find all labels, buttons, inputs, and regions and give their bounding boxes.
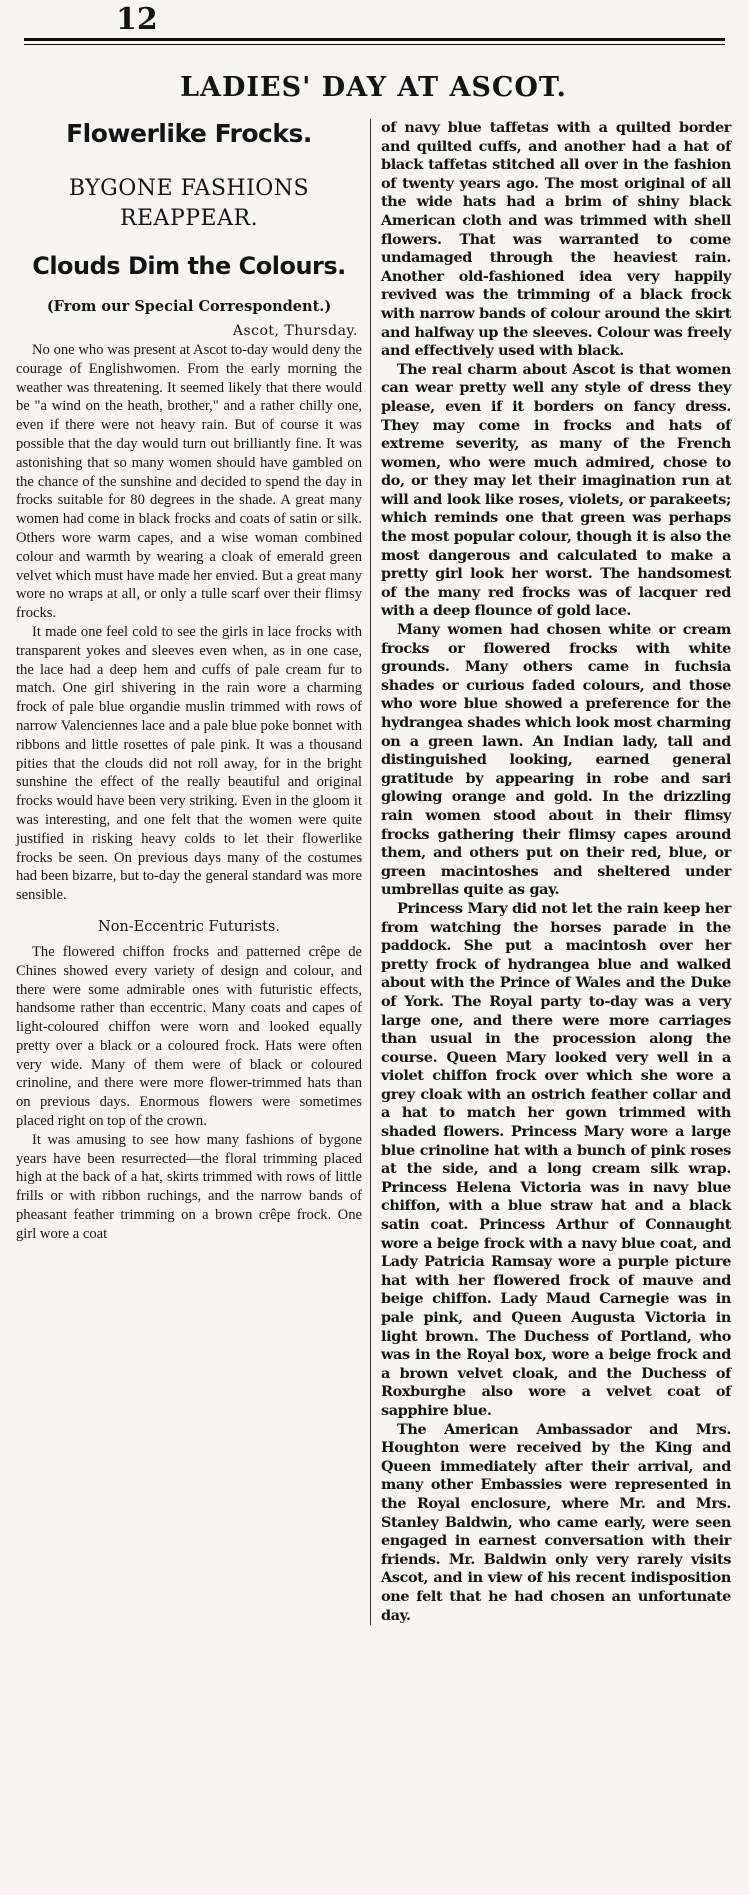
subhead-futurists: Non-Eccentric Futurists. bbox=[98, 918, 280, 935]
right-column bbox=[370, 119, 731, 1625]
page-header bbox=[16, 0, 731, 48]
article-columns bbox=[16, 119, 731, 1625]
subheading-clouds: Clouds Dim the Colours. bbox=[32, 252, 346, 280]
paragraph: Many women had chosen white or cream frocks or flowered frocks with white grounds. Many others came in fuchsia shades or curious faded colours, and those who wore blue showed a preference for the hydrangea shades which look most charming on a green lawn. An Indian lady, tall and distinguished looking, earned general gratitude by appearing in robe and sari glowing orange and gold. In the drizzling rain women stood about in their flimsy frocks gathering their flimsy capes around them, and others put on their red, blue, or green macintoshes and sheltered under umbrellas quite as gay. bbox=[381, 621, 731, 899]
paragraph: The American Ambassador and Mrs. Houghton were received by the King and Queen immediately after their arrival, and many other Embassies were represented in the Royal enclosure, where Mr. and Mrs. Stanley Baldwin, who came early, were seen engaged in earnest conversation with their friends. Mr. Baldwin only very rarely visits Ascot, and in view of his recent indisposition one felt that he had chosen an unfortunate day. bbox=[381, 1420, 731, 1624]
paragraph: It made one feel cold to see the girls in lace frocks with transparent yokes and sleeves even when, as in one case, the lace had a deep hem and cuffs of pale cream fur to match. One girl shivering in the rain wore a charming frock of pale blue organdie muslin trimmed with rows of narrow Valenciennes lace and a pale blue poke bonnet with ribbons and little rosettes of pale pink. It was a thousand pities that the clouds did not roll away, for in the bright sunshine the effect of the really beautiful and original frocks would have been very striking. Even in the gloom it was interesting, and one felt that the women were quite justified in risking heavy colds to let their flowerlike frocks be seen. On previous days many of the costumes had been bizarre, but to-day the general standard was more sensible. bbox=[16, 623, 362, 904]
byline: (From our Special Correspondent.) bbox=[46, 298, 332, 315]
paragraph: No one who was present at Ascot to-day would deny the courage of Englishwomen. From the early morning the weather was threatening. It seemed likely that there would be "a wind on the heath, brother," and a rather chilly one, even if there were not heavy rain. But of course it was possible that the day would turn out brilliantly fine. It was astonishing that so many women should have gambled on the chance of the sunshine and decided to spend the day in frocks suitable for 80 degrees in the shade. A great many women had come in black frocks and coats of satin or silk. Others wore warm capes, and a wise woman combined colour and warmth by wearing a cloak of emerald green velvet which must have made her envied. But a great many wore no wraps at all, or only a tulle scarf over their flimsy frocks. bbox=[16, 342, 362, 622]
subheading-flowerlike: Flowerlike Frocks. bbox=[66, 119, 312, 148]
paragraph: It was amusing to see how many fashions of bygone years have been resurrected—the floral trimming placed high at the back of a hat, skirts trimmed with rows of little frills or with ribbon ruchings, and the narrow bands of pheasant feather trimming on a brown crêpe frock. One girl wore a coat bbox=[16, 1131, 362, 1242]
left-column bbox=[16, 119, 370, 1625]
paragraph: Princess Mary did not let the rain keep her from watching the horses parade in the paddock. She put a macintosh over her pretty frock of hydrangea blue and walked about with the Prince of Wales and the Duke of York. The Royal party to-day was a very large one, and there were more carriages than usual in the procession along the course. Queen Mary looked very well in a violet chiffon frock over which she wore a grey cloak with an ostrich feather collar and a hat to match her gown trimmed with shaded flowers. Princess Mary wore a large blue crinoline hat with a bunch of pink roses at the side, and a long cream silk wrap. Princess Helena Victoria was in navy blue chiffon, with a blue straw hat and a black satin coat. Princess Arthur of Connaught wore a beige frock with a navy blue coat, and Lady Patricia Ramsay wore a purple picture hat with her flowered frock of mauve and beige chiffon. Lady Maud Carnegie was in pale pink, and Queen Augusta Victoria in light brown. The Duchess of Portland, who was in the Royal box, wore a beige frock and a brown velvet cloak, and the Duchess of Roxburghe also wore a velvet coat of sapphire blue. bbox=[381, 899, 731, 1419]
dateline: Ascot, Thursday. bbox=[232, 323, 358, 339]
header-rule-thin bbox=[24, 44, 725, 45]
paragraph: The real charm about Ascot is that women can wear pretty well any style of dress they please, even if it borders on fancy dress. They may come in frocks and hats of extreme severity, as many of the French women, who were much admired, chose to do, or they may let their imagination run at will and look like roses, violets, or parakeets; which reminds one that green was perhaps the most popular colour, though it is also the most dangerous and calculated to make a pretty girl look her worst. The handsomest of the many red frocks was of lacquer red with a deep flounce of gold lace. bbox=[381, 360, 731, 620]
paragraph: of navy blue taffetas with a quilted border and quilted cuffs, and another had a hat of black taffetas stitched all over in the fashion of twenty years ago. The most original of all the wide hats had a brim of shiny black American cloth and was trimmed with shell flowers. That was warranted to come undamaged through the heaviest rain. Another old-fashioned idea very happily revived was the trimming of a black frock with narrow bands of colour around the skirt and halfway up the sleeves. Colour was freely and effectively used with black. bbox=[381, 119, 731, 360]
header-rule-thick bbox=[24, 38, 725, 41]
headline: LADIES' DAY AT ASCOT. bbox=[180, 72, 567, 103]
page-number: 12 bbox=[116, 2, 158, 37]
paragraph: The flowered chiffon frocks and patterned crêpe de Chines showed every variety of design and colour, and there were some admirable ones with futuristic effects, handsome rather than eccentric. Many coats and capes of light-coloured chiffon were worn and looked equally pretty over a black or a coloured frock. Hats were often very wide. Many of them were of black or coloured crinoline, and there were more flower-trimmed hats than on previous days. Enormous flowers were sometimes placed right on top of the crown. bbox=[16, 943, 362, 1130]
subheading-bygone: BYGONE FASHIONS REAPPEAR. bbox=[68, 176, 310, 231]
